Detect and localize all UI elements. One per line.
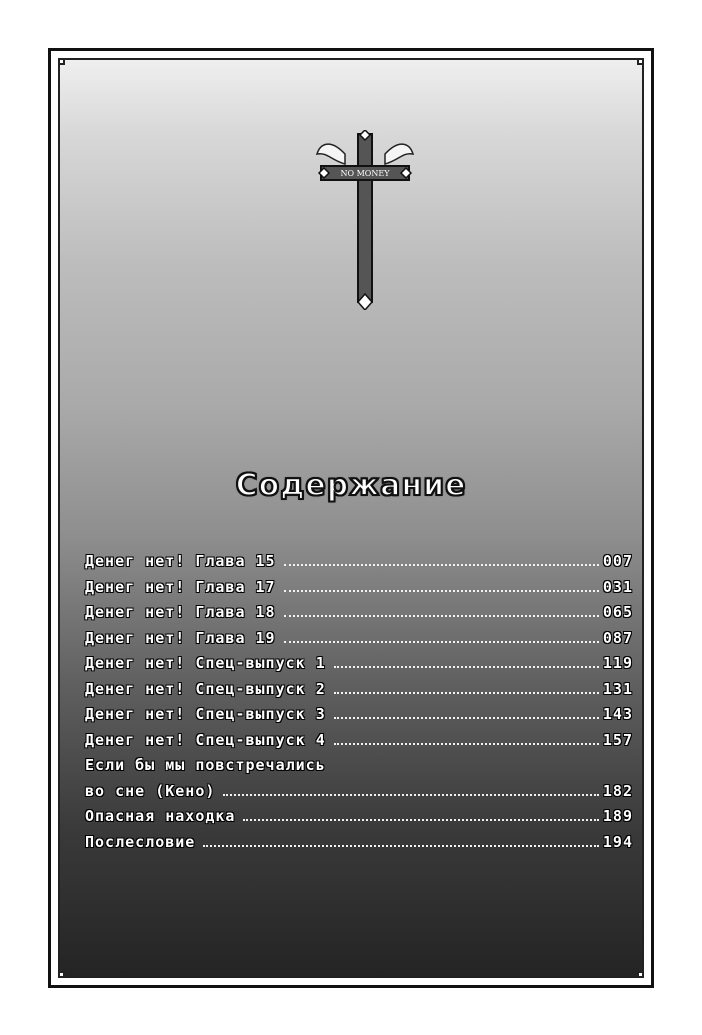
toc-entry-label: Денег нет! Глава 19 — [85, 628, 276, 647]
toc-dot-leader — [223, 793, 599, 796]
toc-dot-leader — [284, 640, 599, 643]
toc-entry-label: Денег нет! Спец-выпуск 2 — [85, 679, 326, 698]
toc-entry-label: Денег нет! Спец-выпуск 4 — [85, 730, 326, 749]
table-of-contents — [85, 552, 633, 858]
toc-entry — [85, 807, 633, 833]
right-wing-icon — [385, 144, 413, 164]
page-title: Содержание — [235, 468, 467, 503]
page-frame — [48, 48, 654, 988]
toc-entry-page-number: 065 — [602, 603, 633, 621]
toc-entry-page-number: 131 — [602, 679, 633, 698]
toc-entry — [85, 833, 633, 859]
toc-entry-label: Денег нет! Глава 15 — [85, 552, 276, 570]
winged-cross-emblem — [315, 130, 415, 310]
frame-corner-notch — [637, 971, 644, 978]
toc-entry-page-number: 031 — [602, 577, 633, 596]
frame-corner-notch — [58, 971, 65, 978]
toc-dot-leader — [284, 589, 599, 592]
toc-dot-leader — [203, 844, 599, 847]
toc-entry-label: Денег нет! Глава 18 — [85, 603, 276, 621]
left-wing-icon — [317, 144, 345, 164]
toc-entry-page-number: 119 — [602, 654, 633, 672]
cross-vertical-bar — [358, 134, 372, 302]
toc-entry-page-number: 182 — [602, 781, 633, 800]
toc-entry — [85, 654, 633, 680]
toc-entry-page-number: 143 — [602, 705, 633, 723]
toc-entry-label: Денег нет! Спец-выпуск 1 — [85, 654, 326, 672]
toc-entry-label: Послесловие — [85, 832, 196, 851]
frame-corner-notch — [637, 58, 644, 65]
toc-dot-leader — [334, 742, 599, 745]
toc-entry — [85, 578, 633, 604]
toc-dot-leader — [334, 691, 599, 694]
toc-entry-label: Денег нет! Спец-выпуск 3 — [85, 705, 326, 723]
toc-entry-page-number: 087 — [602, 628, 633, 647]
toc-entry — [85, 629, 633, 655]
toc-dot-leader — [284, 563, 599, 566]
toc-entry — [85, 680, 633, 706]
toc-entry-page-number: 194 — [602, 832, 633, 851]
toc-entry-label: Денег нет! Глава 17 — [85, 577, 276, 596]
toc-dot-leader — [284, 614, 599, 617]
toc-dot-leader — [334, 716, 599, 719]
toc-entry — [85, 756, 633, 782]
toc-entry-page-number: 189 — [602, 807, 633, 825]
frame-corner-notch — [58, 58, 65, 65]
toc-entry — [85, 552, 633, 578]
toc-entry — [85, 705, 633, 731]
toc-dot-leader — [243, 818, 598, 821]
toc-dot-leader — [334, 665, 599, 668]
toc-entry-page-number: 007 — [602, 552, 633, 570]
toc-entry-label: во сне (Кено) — [85, 781, 216, 800]
content-panel — [58, 58, 644, 978]
toc-entry — [85, 603, 633, 629]
toc-entry — [85, 782, 633, 808]
toc-entry-page-number: 157 — [602, 730, 633, 749]
toc-entry-label: Опасная находка — [85, 807, 236, 825]
toc-entry-label: Если бы мы повстречались — [85, 756, 326, 774]
toc-entry — [85, 731, 633, 757]
cross-emblem-text: NO MONEY — [340, 169, 390, 178]
